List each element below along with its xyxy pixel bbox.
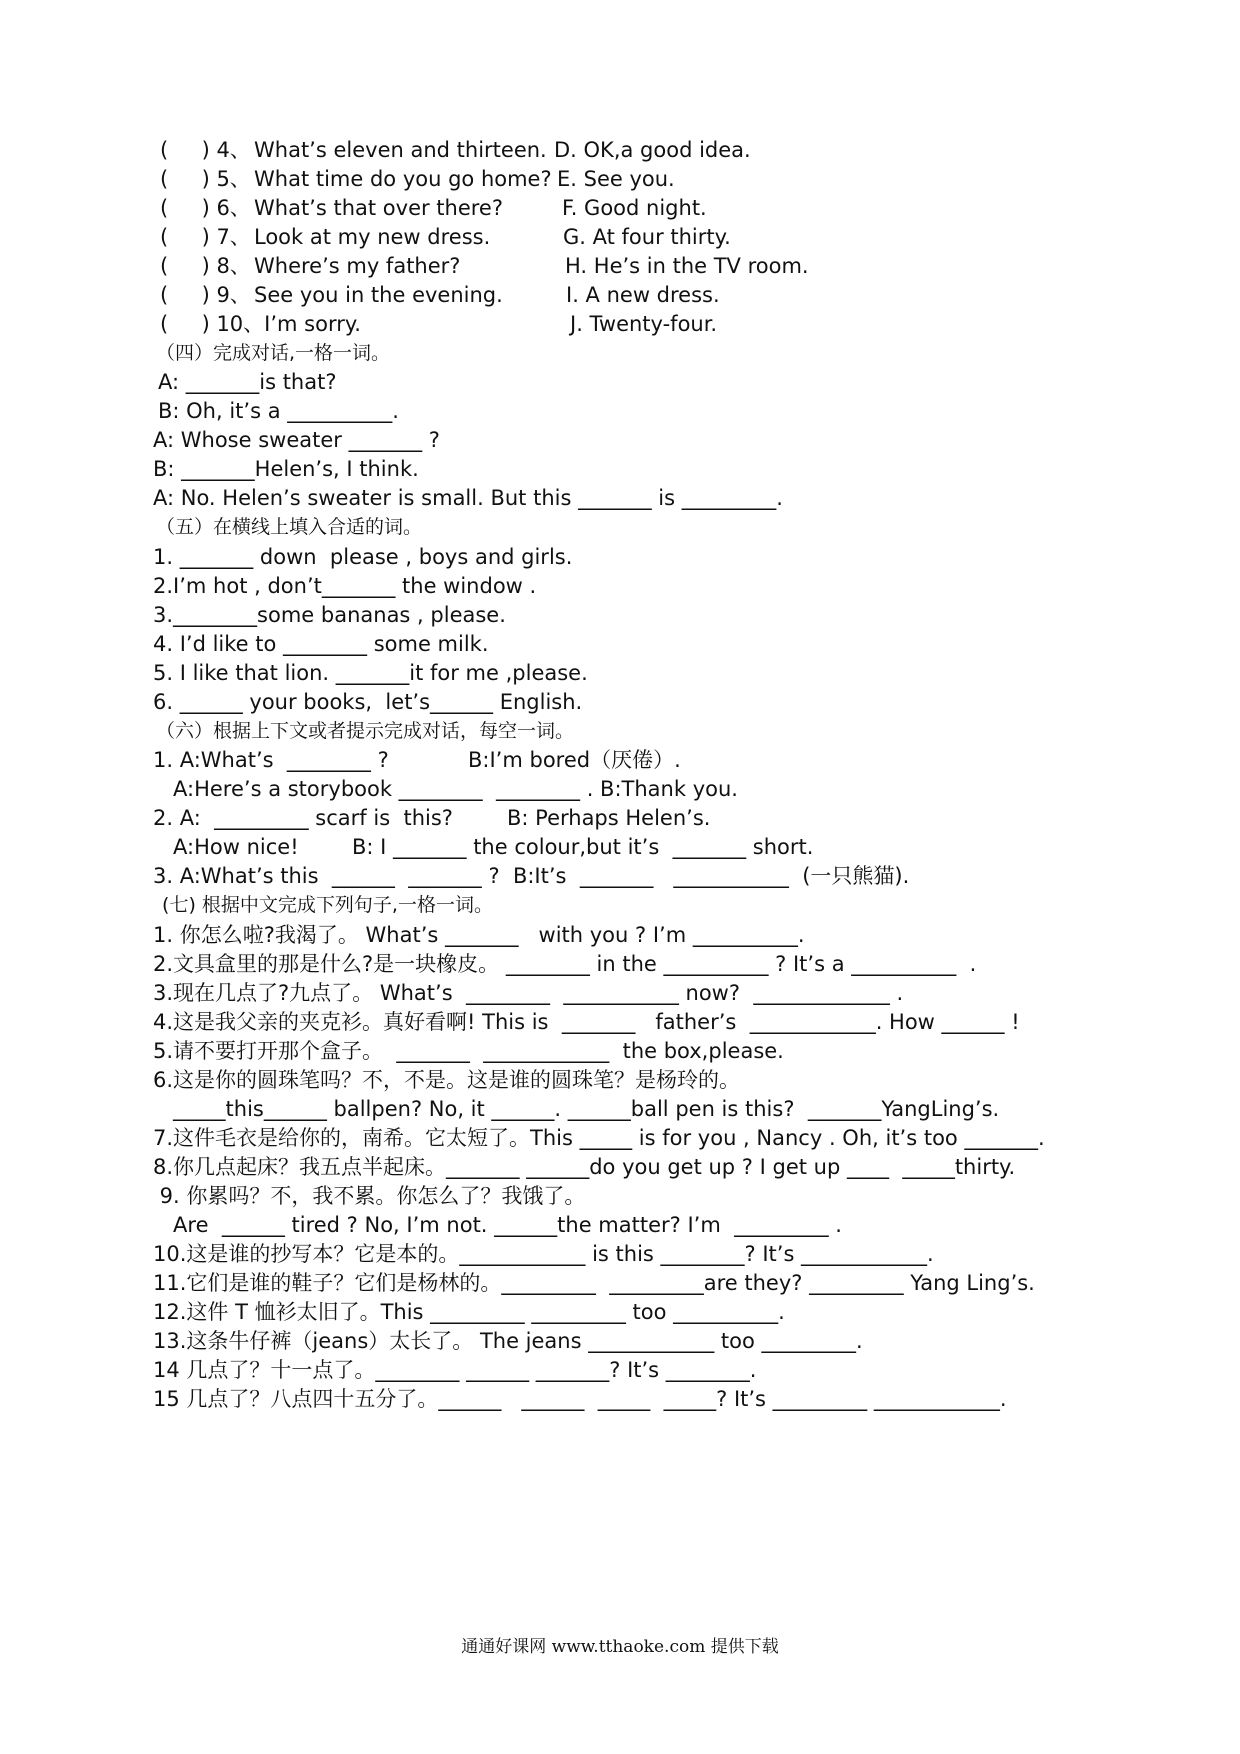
dialogue-line: A: No. Helen’s sweater is small. But this _______ is _________. [153,486,783,510]
matching-number: ( ) 4、 [160,138,251,162]
matching-number: ( ) 8、 [160,254,251,278]
translation-line: 2.文具盒里的那是什么?是一块橡皮。 ________ in the __________ ? It’s a __________ . [153,952,977,976]
matching-question: Where’s my father? [254,254,461,278]
fill-in-line: 4. I’d like to ________ some milk. [153,632,489,656]
fill-in-line: 5. I like that lion. _______it for me ,please. [153,661,588,685]
fill-in-line: 2.I’m hot , don’t_______ the window . [153,574,537,598]
section-6-heading: （六）根据上下文或者提示完成对话，每空一词。 [156,720,575,742]
dialogue-line: A: Whose sweater _______ ? [153,428,440,452]
matching-number: ( ) 9、 [160,283,251,307]
page-footer: 通通好课网 www.tthaoke.com 提供下载 [461,1637,779,1657]
matching-number: ( ) 5、 [160,167,251,191]
dialogue-line: 2. A: _________ scarf is this? B: Perhaps Helen’s. [153,806,711,830]
matching-question: Look at my new dress. [254,225,491,249]
matching-answer: D. OK,a good idea. [554,138,751,162]
translation-line: 8.你几点起床？我五点半起床。_______ ______do you get up ? I get up ____ _____thirty. [153,1155,1016,1179]
translation-line: 3.现在几点了?九点了。 What’s ________ ___________ now? _____________ . [153,981,904,1005]
dialogue-line: A:How nice! B: I _______ the colour,but it’s _______ short. [153,835,814,859]
matching-row [0,192,1240,224]
dialogue-line: A:Here’s a storybook ________ ________ . B:Thank you. [153,777,738,801]
translation-line: 10.这是谁的抄写本？它是本的。____________ is this ________? It’s ____________. [153,1242,934,1266]
matching-row [0,134,1240,166]
dialogue-line: B: Oh, it’s a __________. [158,399,399,423]
matching-number: ( ) 6、 [160,196,251,220]
matching-question: What’s that over there? [254,196,503,220]
section-5-heading: （五）在横线上填入合适的词。 [156,516,423,538]
translation-line: 15 几点了？八点四十五分了。______ ______ _____ _____? It’s _________ ____________. [153,1387,1007,1411]
matching-row [0,221,1240,253]
matching-answer: G. At four thirty. [563,225,731,249]
translation-line: 7.这件毛衣是给你的，南希。它太短了。This _____ is for you , Nancy . Oh, it’s too _______. [153,1126,1045,1150]
translation-line: 14 几点了？十一点了。________ ______ _______? It’s ________. [153,1358,757,1382]
translation-line: 5.请不要打开那个盒子。 _______ ____________ the box,please. [153,1039,784,1063]
matching-row [0,163,1240,195]
translation-line: 9. 你累吗？不，我不累。你怎么了？我饿了。 [153,1184,586,1208]
matching-number: ( ) 10、I’m sorry. [160,312,361,336]
section-4-heading: （四）完成对话,一格一词。 [156,342,391,364]
matching-row [0,308,1240,340]
translation-line: 4.这是我父亲的夹克衫。真好看啊! This is _______ father’s ____________. How ______ ! [153,1010,1020,1034]
matching-question: See you in the evening. [254,283,503,307]
translation-line: 12.这件 T 恤衫太旧了。This _________ _________ too __________. [153,1300,785,1324]
matching-answer: I. A new dress. [566,283,720,307]
fill-in-line: 3.________some bananas , please. [153,603,506,627]
dialogue-line: B: _______Helen’s, I think. [153,457,419,481]
matching-answer: F. Good night. [562,196,707,220]
translation-line: 13.这条牛仔裤（jeans）太长了。 The jeans ____________ too _________. [153,1329,863,1353]
fill-in-line: 1. _______ down please , boys and girls. [153,545,573,569]
translation-line: 11.它们是谁的鞋子？它们是杨林的。_________ _________are they? _________ Yang Ling’s. [153,1271,1035,1295]
matching-row [0,279,1240,311]
matching-question: What’s eleven and thirteen. [254,138,547,162]
dialogue-line: 3. A:What’s this ______ _______ ? B:It’s _______ ___________ (一只熊猫). [153,864,910,888]
translation-line: Are ______ tired ? No, I’m not. ______the matter? I’m _________ . [153,1213,842,1237]
matching-question: What time do you go home? [254,167,552,191]
translation-line: 1. 你怎么啦?我渴了。 What’s _______ with you ? I’m __________. [153,923,805,947]
translation-line: 6.这是你的圆珠笔吗？不，不是。这是谁的圆珠笔？是杨玲的。 [153,1068,741,1092]
dialogue-line: A: _______is that? [158,370,337,394]
matching-answer: J. Twenty-four. [570,312,718,336]
matching-row [0,250,1240,282]
matching-answer: H. He’s in the TV room. [565,254,809,278]
matching-number: ( ) 7、 [160,225,251,249]
translation-line: _____this______ ballpen? No, it ______. ______ball pen is this? _______YangLing’s. [153,1097,1000,1121]
matching-answer: E. See you. [557,167,675,191]
dialogue-line: 1. A:What’s ________ ? B:I’m bored（厌倦）. [153,748,681,772]
fill-in-line: 6. ______ your books, let’s______ English. [153,690,583,714]
section-7-heading: (七) 根据中文完成下列句子,一格一词。 [156,894,493,916]
